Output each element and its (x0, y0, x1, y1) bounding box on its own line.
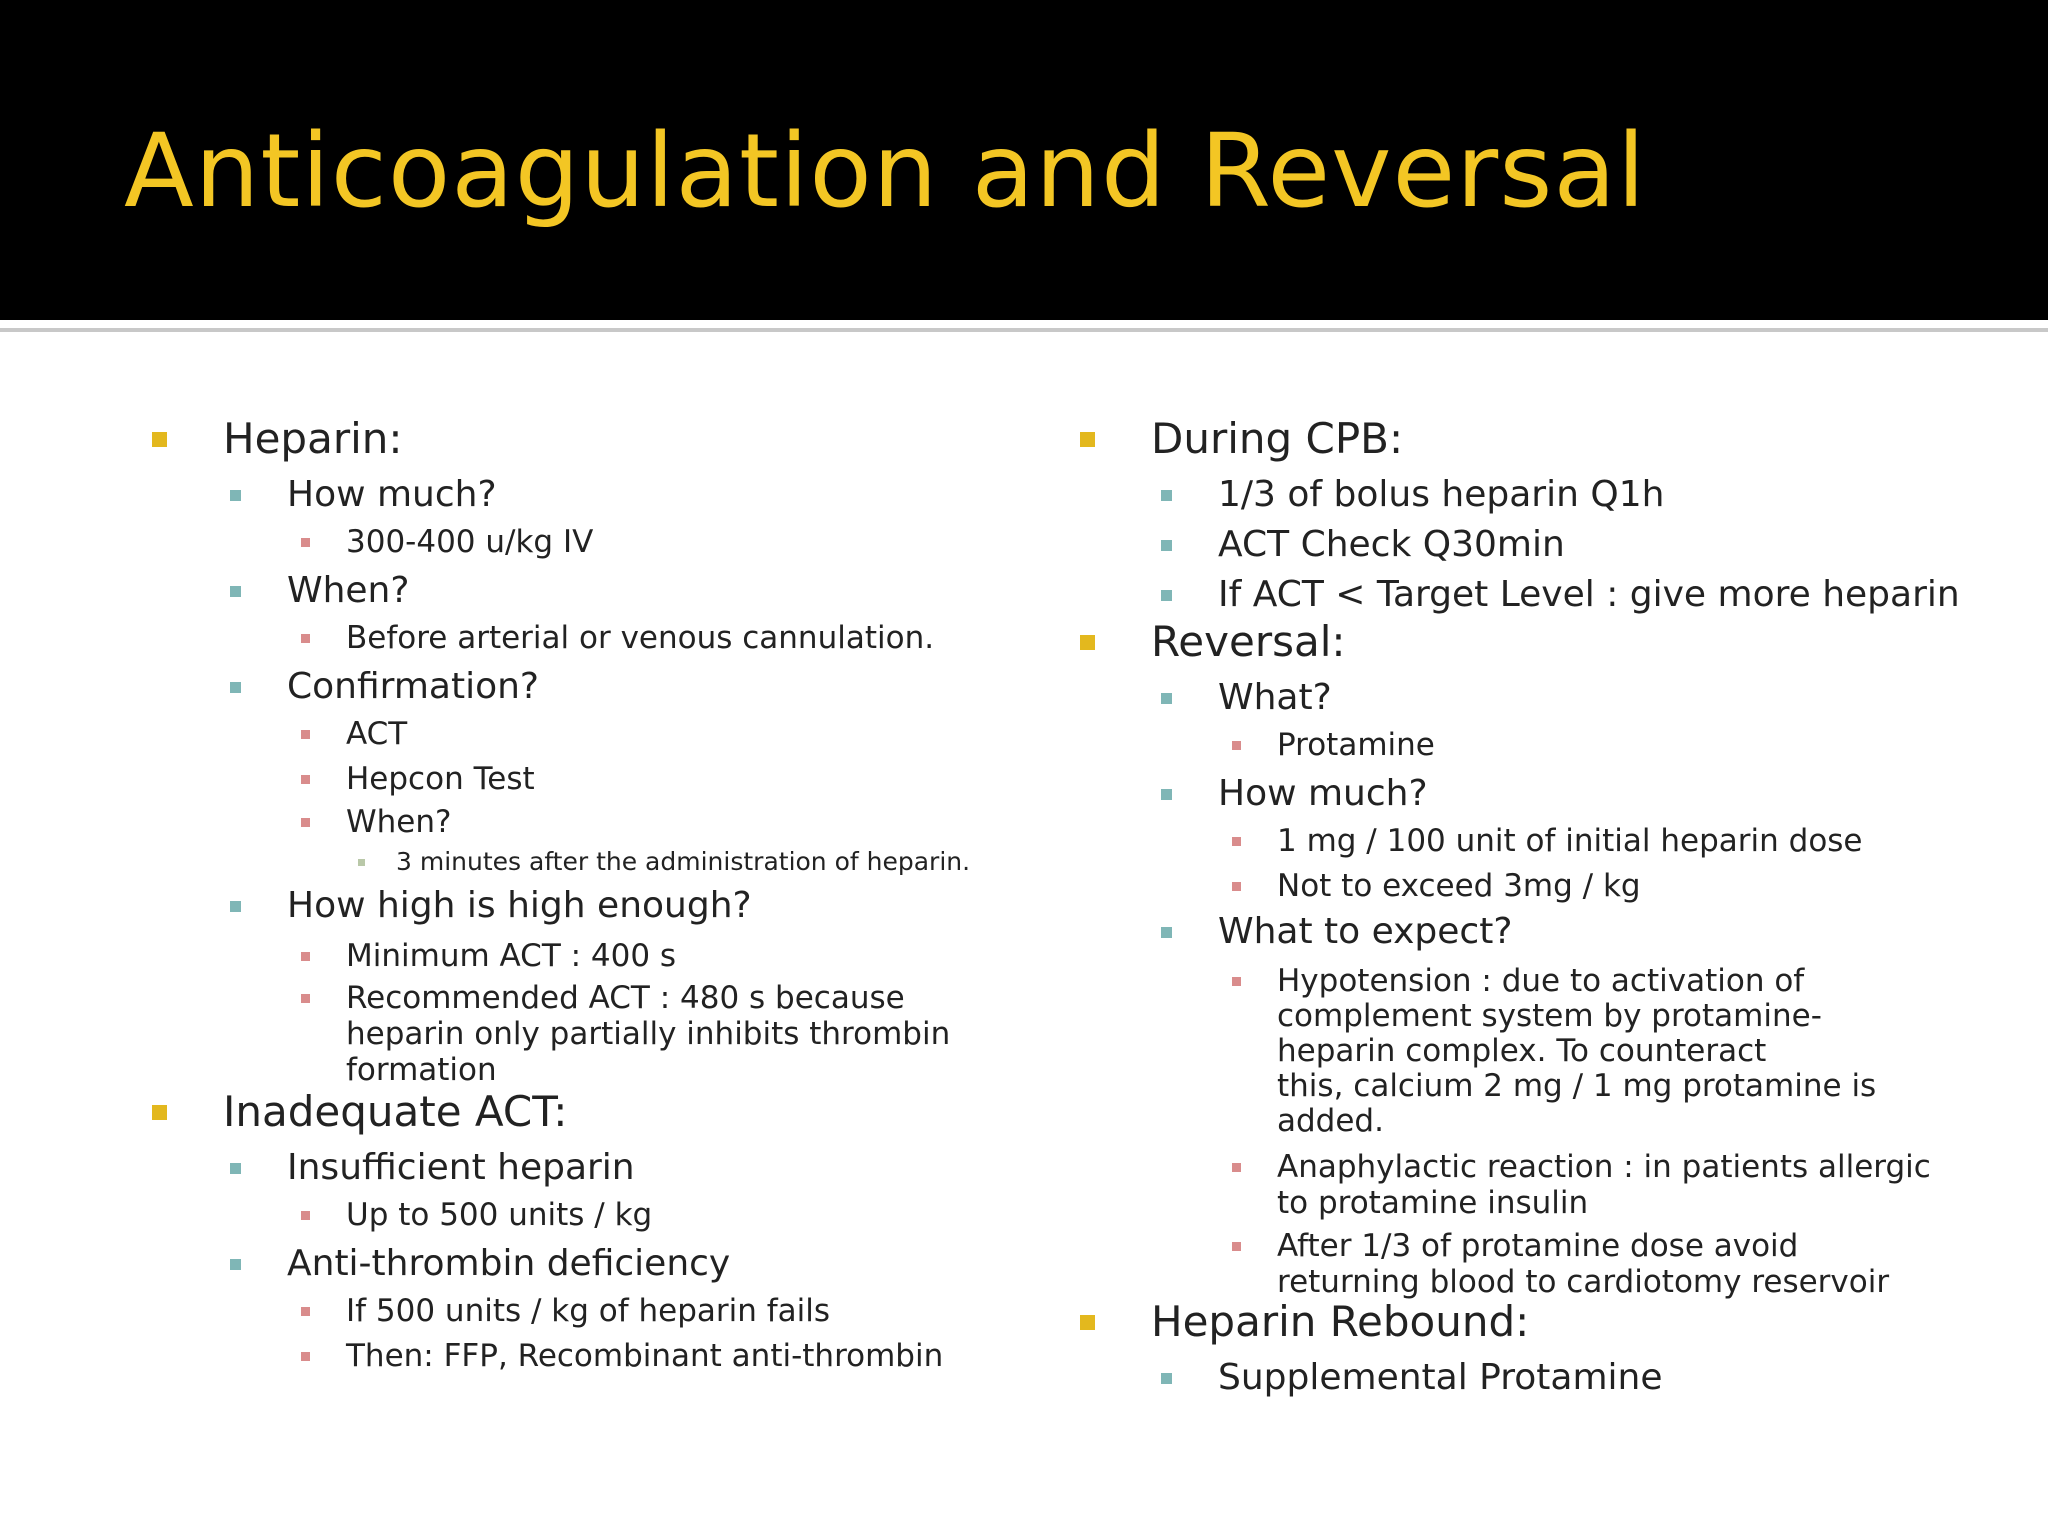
bullet-antithrombin-deficiency (287, 1243, 730, 1285)
square-bullet-icon (230, 682, 241, 693)
square-bullet-icon (301, 994, 310, 1003)
bullet-insufficient-heparin (287, 1147, 635, 1189)
bullet-dose (346, 524, 593, 560)
square-bullet-icon (1080, 1315, 1095, 1330)
bullet-text: Up to 500 units / kg (346, 1197, 653, 1233)
slide-title: Anticoagulation and Reversal (124, 112, 1647, 231)
bullet-text-line: heparin complex. To counteract (1277, 1033, 1767, 1069)
bullet-text: 1/3 of bolus heparin Q1h (1218, 474, 1665, 515)
bullet-hepcon (346, 761, 535, 797)
bullet-inadequate-act (223, 1088, 567, 1136)
bullet-before-cannulation (346, 620, 934, 656)
square-bullet-icon (301, 1211, 310, 1220)
bullet-text: When? (346, 804, 452, 840)
bullet-act (346, 716, 407, 752)
header-divider (0, 328, 2048, 332)
square-bullet-icon (1080, 432, 1095, 447)
bullet-hypotension-cont1 (1277, 998, 1822, 1034)
square-bullet-icon (1232, 1242, 1241, 1251)
bullet-text: 300-400 u/kg IV (346, 524, 594, 560)
square-bullet-icon (301, 634, 310, 643)
bullet-text-line: this, calcium 2 mg / 1 mg protamine is (1277, 1068, 1877, 1104)
bullet-text: Then: FFP, Recombinant anti-thrombin (346, 1338, 944, 1374)
bullet-text: What? (1218, 677, 1332, 718)
bullet-hypotension-cont2 (1277, 1033, 1766, 1069)
bullet-then-ffp (346, 1338, 943, 1374)
square-bullet-icon (1232, 837, 1241, 846)
square-bullet-icon (1161, 590, 1172, 601)
bullet-one-third-bolus (1218, 474, 1664, 516)
bullet-text: Insufficient heparin (287, 1147, 635, 1188)
bullet-text: How high is high enough? (287, 885, 752, 926)
bullet-text-line: Anaphylactic reaction : in patients allergic (1277, 1149, 1931, 1185)
bullet-text: What to expect? (1218, 911, 1513, 952)
bullet-if-act-target (1218, 574, 1960, 616)
square-bullet-icon (301, 538, 310, 547)
bullet-text: Before arterial or venous cannulation. (346, 620, 935, 656)
bullet-text-line: added. (1277, 1103, 1384, 1139)
bullet-text-line: heparin only partially inhibits thrombin (346, 1016, 951, 1052)
bullet-minimum-act (346, 938, 676, 974)
bullet-text: If 500 units / kg of heparin fails (346, 1293, 831, 1329)
bullet-recommended-act-cont (346, 1016, 950, 1052)
bullet-text: Inadequate ACT: (223, 1087, 568, 1136)
bullet-if-500-fails (346, 1293, 830, 1329)
square-bullet-icon (1232, 977, 1241, 986)
square-bullet-icon (1232, 1163, 1241, 1172)
square-bullet-icon (1161, 789, 1172, 800)
bullet-anaphylactic-cont (1277, 1185, 1588, 1221)
square-bullet-icon (230, 1163, 241, 1174)
bullet-how-much (287, 474, 497, 516)
bullet-text-line: Recommended ACT : 480 s because (346, 980, 905, 1016)
bullet-text: Anti-thrombin deficiency (287, 1243, 731, 1284)
square-bullet-icon (301, 730, 310, 739)
bullet-text: Not to exceed 3mg / kg (1277, 868, 1641, 904)
bullet-text-line: Hypotension : due to activation of (1277, 963, 1805, 999)
square-bullet-icon (1161, 1373, 1172, 1384)
bullet-text: 3 minutes after the administration of heparin. (396, 847, 971, 876)
square-bullet-icon (358, 859, 365, 866)
bullet-text: How much? (1218, 773, 1428, 814)
bullet-text: Confirmation? (287, 666, 540, 707)
square-bullet-icon (1161, 693, 1172, 704)
square-bullet-icon (1161, 490, 1172, 501)
bullet-when-confirm (346, 804, 451, 840)
bullet-anaphylactic (1277, 1149, 1931, 1185)
bullet-text: Minimum ACT : 400 s (346, 938, 677, 974)
bullet-text: Reversal: (1151, 617, 1346, 666)
square-bullet-icon (301, 1352, 310, 1361)
bullet-up-to-500 (346, 1197, 652, 1233)
bullet-supplemental (1218, 1357, 1663, 1399)
bullet-during-cpb (1151, 415, 1403, 463)
bullet-not-exceed (1277, 868, 1641, 904)
square-bullet-icon (1161, 540, 1172, 551)
slide-header (0, 0, 2048, 320)
bullet-reversal (1151, 618, 1346, 666)
bullet-text: Hepcon Test (346, 761, 535, 797)
bullet-act-check (1218, 524, 1565, 566)
bullet-after-protamine-cont (1277, 1264, 1889, 1300)
square-bullet-icon (152, 432, 167, 447)
bullet-text: Protamine (1277, 727, 1435, 763)
bullet-what-to-expect (1218, 911, 1512, 953)
bullet-what (1218, 677, 1332, 719)
bullet-text-line: formation (346, 1052, 497, 1088)
bullet-text: ACT (346, 716, 408, 752)
bullet-text: Heparin: (223, 414, 403, 463)
square-bullet-icon (230, 1259, 241, 1270)
bullet-three-minutes (396, 847, 970, 877)
square-bullet-icon (301, 818, 310, 827)
bullet-hypotension (1277, 963, 1804, 999)
bullet-text: How much? (287, 474, 497, 515)
bullet-hypotension-cont4 (1277, 1103, 1384, 1139)
bullet-confirmation (287, 666, 539, 708)
bullet-text-line: to protamine insulin (1277, 1185, 1589, 1221)
bullet-when (287, 570, 409, 612)
square-bullet-icon (230, 586, 241, 597)
bullet-recommended-act-cont2 (346, 1052, 497, 1088)
square-bullet-icon (230, 901, 241, 912)
square-bullet-icon (1232, 882, 1241, 891)
bullet-text: If ACT < Target Level : give more heparin (1218, 574, 1960, 615)
square-bullet-icon (1161, 927, 1172, 938)
bullet-text: ACT Check Q30min (1218, 524, 1565, 565)
bullet-recommended-act (346, 980, 905, 1016)
square-bullet-icon (301, 952, 310, 961)
bullet-text-line: complement system by protamine- (1277, 998, 1822, 1034)
bullet-one-mg (1277, 823, 1863, 859)
bullet-text: When? (287, 570, 410, 611)
bullet-text: Supplemental Protamine (1218, 1357, 1663, 1398)
square-bullet-icon (301, 1307, 310, 1316)
bullet-heparin-rebound (1151, 1298, 1529, 1346)
bullet-protamine (1277, 727, 1435, 763)
bullet-heparin (223, 415, 403, 463)
square-bullet-icon (1080, 635, 1095, 650)
bullet-how-much-reversal (1218, 773, 1428, 815)
bullet-text: Heparin Rebound: (1151, 1297, 1530, 1346)
square-bullet-icon (1232, 741, 1241, 750)
bullet-text: 1 mg / 100 unit of initial heparin dose (1277, 823, 1863, 859)
bullet-after-protamine (1277, 1228, 1798, 1264)
bullet-how-high (287, 885, 752, 927)
bullet-hypotension-cont3 (1277, 1068, 1876, 1104)
square-bullet-icon (152, 1105, 167, 1120)
bullet-text: During CPB: (1151, 414, 1404, 463)
square-bullet-icon (230, 490, 241, 501)
bullet-text-line: returning blood to cardiotomy reservoir (1277, 1264, 1890, 1300)
bullet-text-line: After 1/3 of protamine dose avoid (1277, 1228, 1799, 1264)
square-bullet-icon (301, 775, 310, 784)
